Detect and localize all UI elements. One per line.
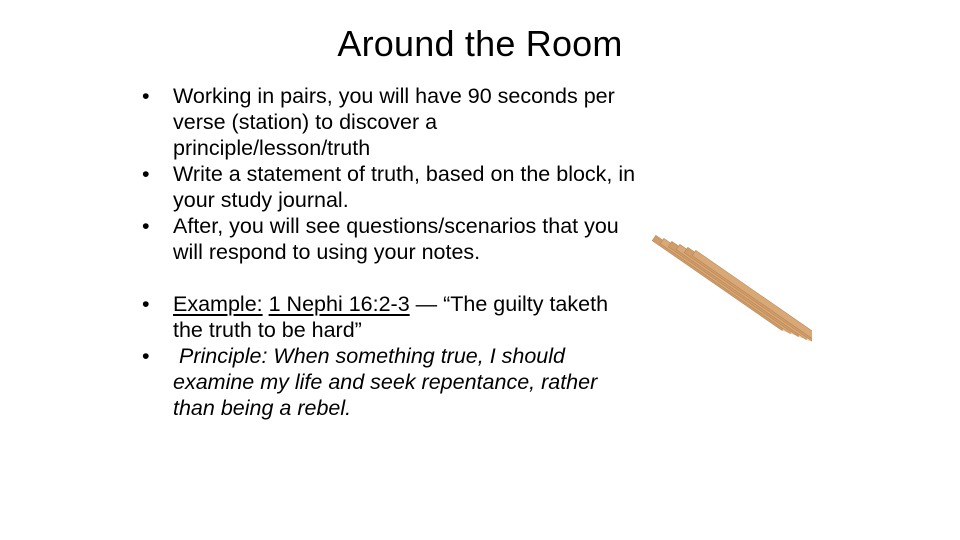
bullet-item xyxy=(140,213,640,265)
bullet-icon: • xyxy=(142,214,150,238)
em-dash: — xyxy=(409,292,444,316)
principle-bullet xyxy=(140,343,640,421)
bullet-icon: • xyxy=(142,162,150,186)
principle-text: Principle: When something true, I should examine my life and seek repentance, rather than being a rebel. xyxy=(173,344,598,420)
bullet-text: After, you will see questions/scenarios that you will respond to using your notes. xyxy=(173,214,619,264)
spacer xyxy=(140,265,640,291)
slide-body xyxy=(140,83,640,421)
bullet-item xyxy=(140,161,640,213)
bullet-icon: • xyxy=(142,84,150,108)
slide-title: Around the Room xyxy=(337,23,623,64)
example-quote: “The guilty taketh the truth to be hard” xyxy=(173,292,609,342)
example-label: Example: xyxy=(173,292,263,316)
bullet-text: Working in pairs, you will have 90 seconds per verse (station) to discover a principle/lesson/truth xyxy=(173,84,615,160)
bullet-item xyxy=(140,83,640,161)
scripture-reference: 1 Nephi 16:2-3 xyxy=(268,292,410,316)
bullet-icon: • xyxy=(142,344,150,368)
bullet-text: Write a statement of truth, based on the block, in your study journal. xyxy=(173,162,636,212)
bullet-icon: • xyxy=(142,292,150,316)
example-bullet xyxy=(140,291,640,343)
colored-pencils-icon xyxy=(646,232,812,382)
